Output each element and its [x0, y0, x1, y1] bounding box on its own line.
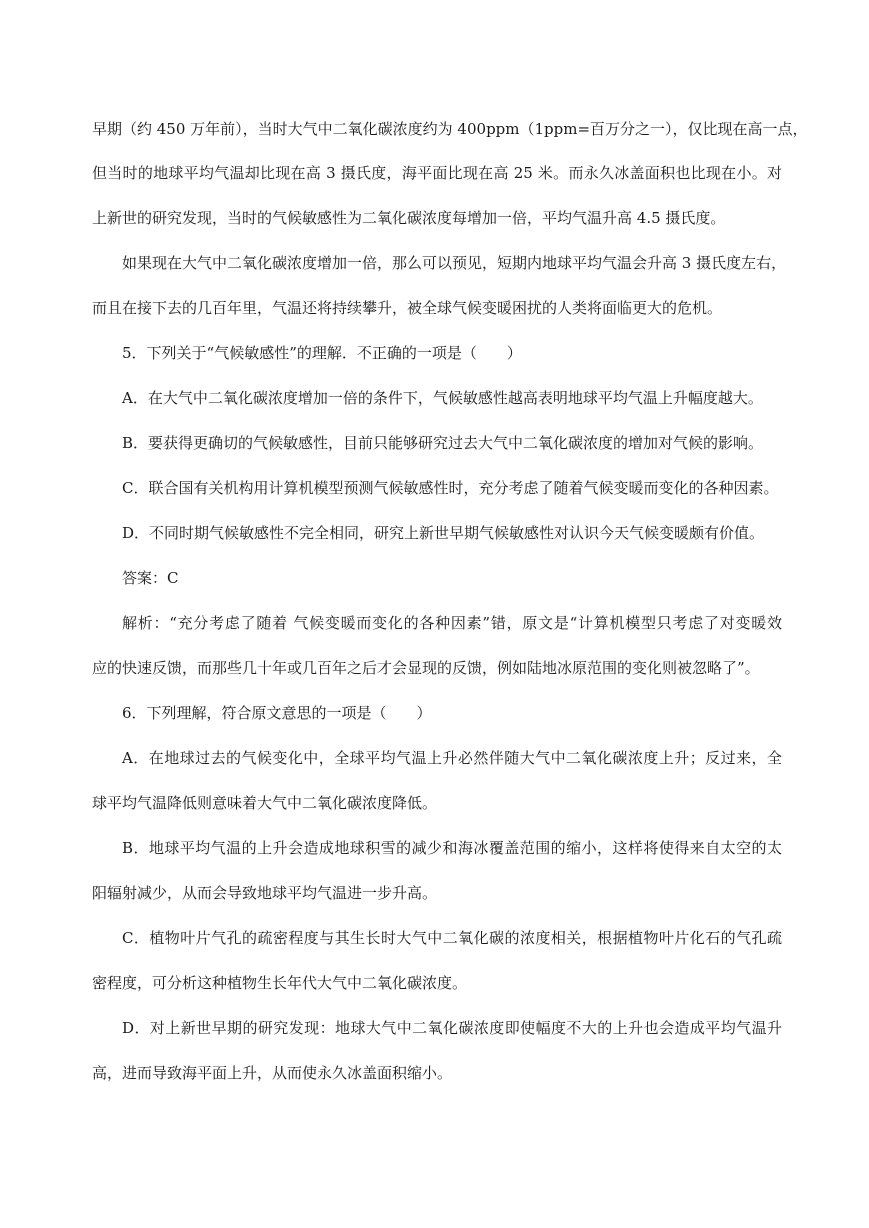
- question-5-option-d: D．不同时期气候敏感性不完全相同，研究上新世早期气候敏感性对认识今天气候变暖颇有价值。: [122, 524, 765, 542]
- question-6-option-d-cont: 高，进而导致海平面上升，从而使永久冰盖面积缩小。: [92, 1064, 453, 1082]
- question-6-option-b: B．地球平均气温的上升会造成地球积雪的减少和海冰覆盖范围的缩小，这样将使得来自太空的太: [122, 839, 782, 857]
- question-6-option-b-cont: 阳辐射减少，从而会导致地球平均气温进一步升高。: [92, 884, 438, 902]
- question-6-option-c: C．植物叶片气孔的疏密程度与其生长时大气中二氧化碳的浓度相关，根据植物叶片化石的气孔疏: [122, 929, 782, 947]
- analysis-line: 解析：“充分考虑了随着 气候变暖而变化的各种因素”错，原文是“计算机模型只考虑了对变暖效: [122, 614, 782, 632]
- question-5-option-c: C．联合国有关机构用计算机模型预测气候敏感性时，充分考虑了随着气候变暖而变化的各种因素。: [122, 479, 779, 497]
- analysis-line: 应的快速反馈，而那些几十年或几百年之后才会显现的反馈，例如陆地冰原范围的变化则被忽略了”。: [92, 659, 760, 677]
- question-6-stem: 6．下列理解，符合原文意思的一项是（ ）: [122, 704, 432, 722]
- paragraph-line: 早期（约 450 万年前），当时大气中二氧化碳浓度约为 400ppm（1ppm=百万分之一），仅比现在高一点，: [92, 120, 808, 138]
- question-6-option-d: D．对上新世早期的研究发现：地球大气中二氧化碳浓度即使幅度不大的上升也会造成平均气温升: [122, 1019, 782, 1037]
- question-5-stem: 5．下列关于“气候敏感性”的理解．不正确的一项是（ ）: [122, 344, 522, 362]
- answer-line: 答案：C: [122, 569, 179, 587]
- paragraph-line: 而且在接下去的几百年里，气温还将持续攀升，被全球气候变暖困扰的人类将面临更大的危机。: [92, 299, 723, 317]
- question-6-option-a-cont: 球平均气温降低则意味着大气中二氧化碳浓度降低。: [92, 794, 438, 812]
- question-5-option-b: B．要获得更确切的气候敏感性，目前只能够研究过去大气中二氧化碳浓度的增加对气候的影响。: [122, 434, 764, 452]
- question-5-option-a: A．在大气中二氧化碳浓度增加一倍的条件下，气候敏感性越高表明地球平均气温上升幅度越大。: [122, 389, 763, 407]
- paragraph-line: 如果现在大气中二氧化碳浓度增加一倍，那么可以预见，短期内地球平均气温会升高 3 摄氏度左右，: [122, 254, 787, 272]
- paragraph-line: 上新世的研究发现，当时的气候敏感性为二氧化碳浓度每增加一倍，平均气温升高 4.5 摄氏度。: [92, 209, 726, 227]
- question-6-option-c-cont: 密程度，可分析这种植物生长年代大气中二氧化碳浓度。: [92, 974, 468, 992]
- paragraph-line: 但当时的地球平均气温却比现在高 3 摄氏度，海平面比现在高 25 米。而永久冰盖面积也比现在小。对: [92, 164, 782, 182]
- question-6-option-a: A．在地球过去的气候变化中，全球平均气温上升必然伴随大气中二氧化碳浓度上升；反过来，全: [122, 749, 782, 767]
